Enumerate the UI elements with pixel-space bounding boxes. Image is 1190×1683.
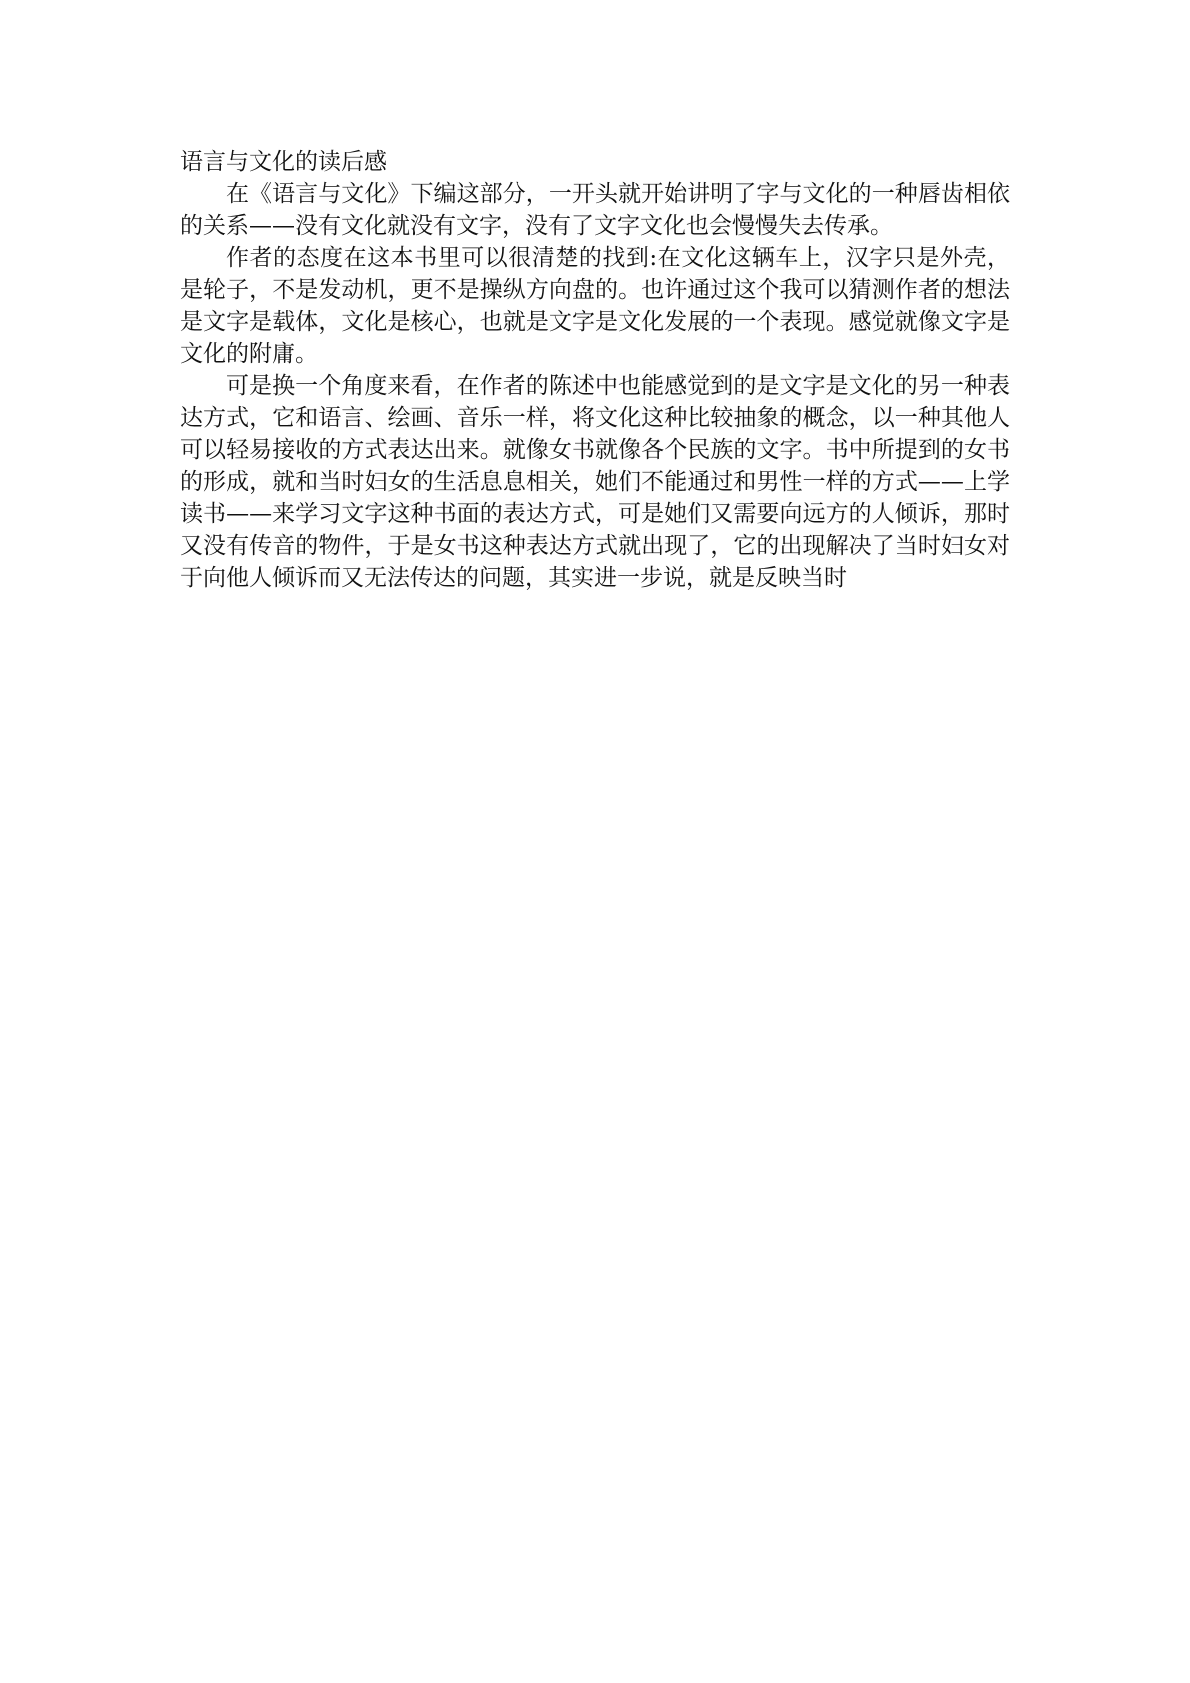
paragraph-1: 在《语言与文化》下编这部分，一开头就开始讲明了字与文化的一种唇齿相依的关系——没有文化就没有文字，没有了文字文化也会慢慢失去传承。	[180, 181, 1010, 239]
paragraph-2: 作者的态度在这本书里可以很清楚的找到:在文化这辆车上，汉字只是外壳，是轮子，不是发动机，更不是操纵方向盘的。也许通过这个我可以猜测作者的想法是文字是载体，文化是核心，也就是文字是文化发展的一个表现。感觉就像文字是文化的附庸。	[180, 245, 1010, 367]
document-body	[180, 146, 1010, 594]
paragraph-3: 可是换一个角度来看，在作者的陈述中也能感觉到的是文字是文化的另一种表达方式，它和语言、绘画、音乐一样，将文化这种比较抽象的概念，以一种其他人可以轻易接收的方式表达出来。就像女书就像各个民族的文字。书中所提到的女书的形成，就和当时妇女的生活息息相关，她们不能通过和男性一样的方式——上学读书——来学习文字这种书面的表达方式，可是她们又需要向远方的人倾诉，那时又没有传音的物件，于是女书这种表达方式就出现了，它的出现解决了当时妇女对于向他人倾诉而又无法传达的问题，其实进一步说，就是反映当时	[180, 373, 1010, 591]
document-title: 语言与文化的读后感	[180, 149, 387, 175]
